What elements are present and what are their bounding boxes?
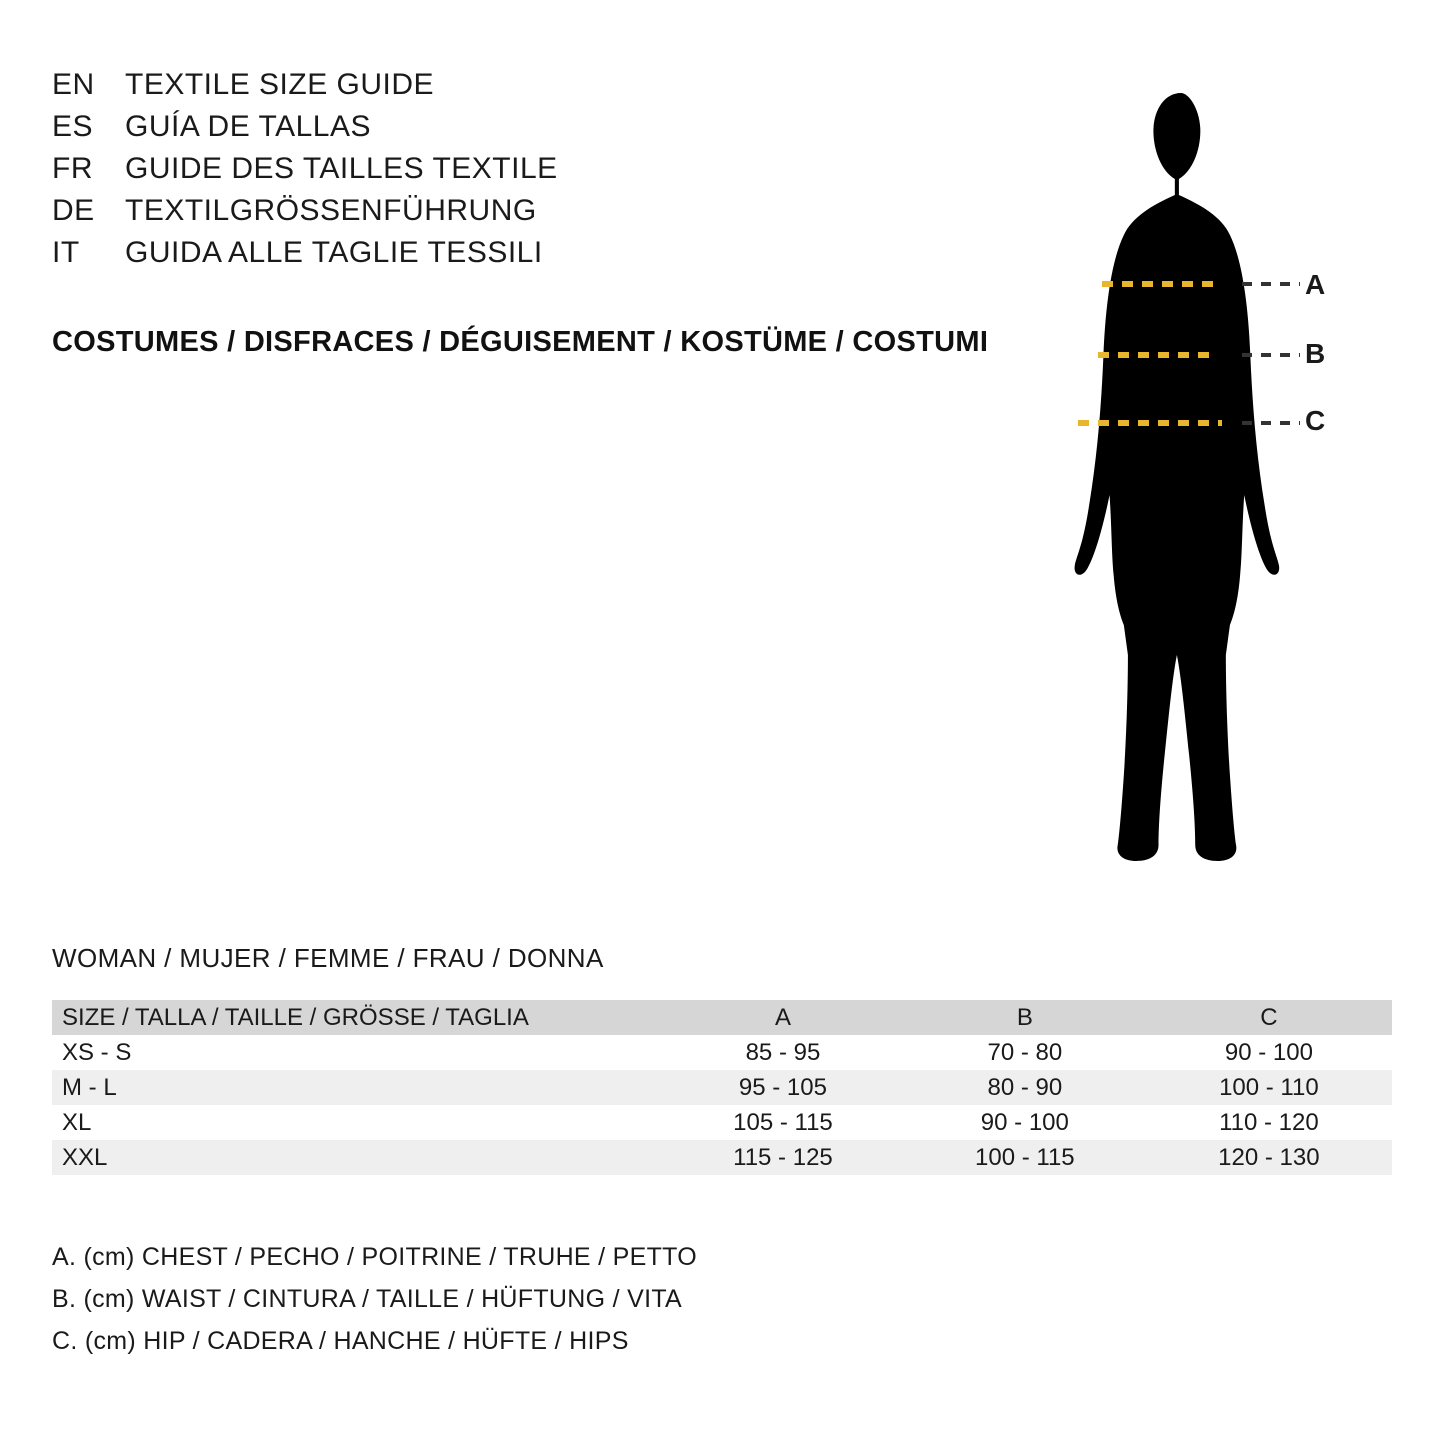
language-row (52, 110, 1012, 152)
cell-c: 90 - 100 (1224, 1038, 1313, 1066)
language-text: GUÍA DE TALLAS (125, 110, 371, 143)
cell-c: 120 - 130 (1218, 1143, 1320, 1171)
language-row (52, 68, 1012, 110)
table-header-a: A (774, 1003, 791, 1031)
table-header-row (52, 1000, 1392, 1035)
cell-b: 80 - 90 (987, 1073, 1063, 1101)
cell-a: 85 - 95 (745, 1038, 821, 1066)
cell-size: XS - S (62, 1038, 132, 1066)
language-row (52, 194, 1012, 236)
table-header (52, 1000, 1392, 1035)
cell-b: 70 - 80 (987, 1038, 1063, 1066)
language-row (52, 152, 1012, 194)
cell-b: 90 - 100 (980, 1108, 1069, 1136)
language-text: TEXTILE SIZE GUIDE (125, 68, 435, 101)
table-row (52, 1105, 1392, 1140)
legend-item-c: C. (cm) HIP / CADERA / HANCHE / HÜFTE / HIPS (52, 1327, 629, 1355)
language-text: TEXTILGRÖSSENFÜHRUNG (125, 194, 537, 227)
category-title: COSTUMES / DISFRACES / DÉGUISEMENT / KOSTÜME / COSTUMI (52, 326, 989, 358)
cell-b: 100 - 115 (975, 1143, 1075, 1171)
table-row (52, 1070, 1392, 1105)
language-code: IT (52, 236, 80, 269)
cell-size: M - L (62, 1073, 117, 1101)
language-code: FR (52, 152, 93, 185)
language-list (52, 68, 1012, 278)
cell-size: XL (62, 1108, 92, 1136)
cell-a: 95 - 105 (738, 1073, 827, 1101)
measure-label-c: C (1305, 405, 1326, 436)
table-header-c: C (1260, 1003, 1278, 1031)
language-text: GUIDE DES TAILLES TEXTILE (125, 152, 558, 185)
table-body (52, 1035, 1392, 1175)
table-row (52, 1035, 1392, 1070)
legend (52, 1243, 1052, 1369)
table-title: WOMAN / MUJER / FEMME / FRAU / DONNA (52, 943, 604, 973)
language-code: ES (52, 110, 94, 143)
table-header-b: B (1016, 1003, 1033, 1031)
legend-item-b: B. (cm) WAIST / CINTURA / TAILLE / HÜFTUNG / VITA (52, 1285, 683, 1313)
cell-size: XXL (62, 1143, 108, 1171)
language-text: GUIDA ALLE TAGLIE TESSILI (125, 236, 543, 269)
legend-item-a: A. (cm) CHEST / PECHO / POITRINE / TRUHE / PETTO (52, 1243, 698, 1271)
cell-a: 115 - 125 (733, 1143, 833, 1171)
language-code: EN (52, 68, 95, 101)
cell-c: 110 - 120 (1219, 1108, 1319, 1136)
measure-label-a: A (1305, 269, 1326, 300)
table-row (52, 1140, 1392, 1175)
cell-c: 100 - 110 (1219, 1073, 1319, 1101)
measure-label-group (1295, 55, 1385, 485)
language-code: DE (52, 194, 95, 227)
cell-a: 105 - 115 (733, 1108, 833, 1136)
size-table (52, 1000, 1392, 1175)
language-row (52, 236, 1012, 278)
table-header-size: SIZE / TALLA / TAILLE / GRÖSSE / TAGLIA (62, 1003, 529, 1031)
measure-label-b: B (1305, 338, 1326, 369)
